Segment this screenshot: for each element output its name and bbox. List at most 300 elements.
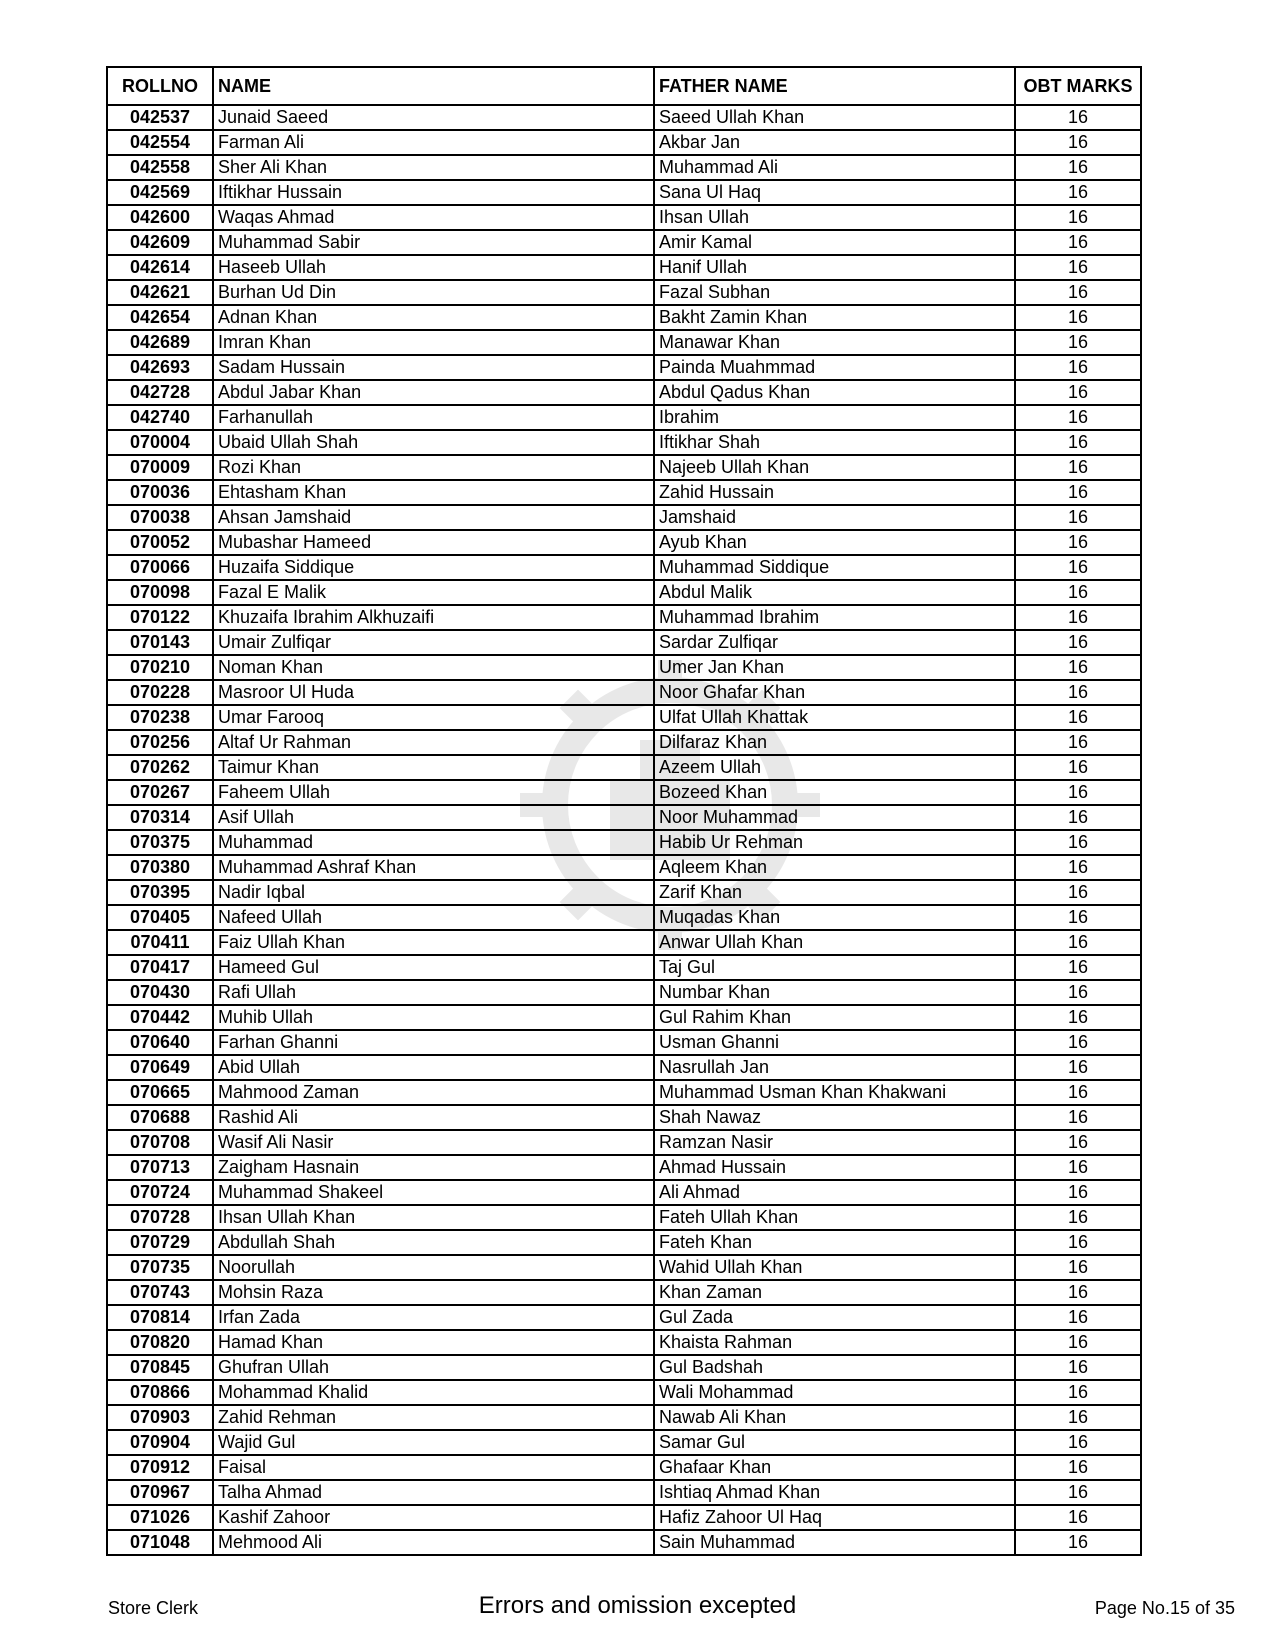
table-row (107, 130, 1141, 155)
footer-store-clerk: Store Clerk (108, 1598, 199, 1618)
cell-rollno: 070743 (107, 1280, 213, 1305)
cell-name: Iftikhar Hussain (213, 180, 654, 205)
cell-name: Faiz Ullah Khan (213, 930, 654, 955)
cell-obt-marks: 16 (1015, 1130, 1141, 1155)
cell-father-name: Khan Zaman (654, 1280, 1015, 1305)
cell-obt-marks: 16 (1015, 230, 1141, 255)
cell-rollno: 042740 (107, 405, 213, 430)
table-row (107, 1255, 1141, 1280)
cell-rollno: 070417 (107, 955, 213, 980)
cell-name: Talha Ahmad (213, 1480, 654, 1505)
table-row (107, 780, 1141, 805)
cell-name: Burhan Ud Din (213, 280, 654, 305)
cell-rollno: 042728 (107, 380, 213, 405)
cell-name: Faisal (213, 1455, 654, 1480)
cell-obt-marks: 16 (1015, 1480, 1141, 1505)
table-row (107, 630, 1141, 655)
cell-father-name: Amir Kamal (654, 230, 1015, 255)
cell-name: Mohsin Raza (213, 1280, 654, 1305)
cell-obt-marks: 16 (1015, 430, 1141, 455)
cell-rollno: 070866 (107, 1380, 213, 1405)
cell-name: Ghufran Ullah (213, 1355, 654, 1380)
cell-father-name: Sain Muhammad (654, 1530, 1015, 1555)
cell-obt-marks: 16 (1015, 980, 1141, 1005)
cell-rollno: 070912 (107, 1455, 213, 1480)
table-row (107, 1230, 1141, 1255)
table-row (107, 255, 1141, 280)
cell-father-name: Umer Jan Khan (654, 655, 1015, 680)
cell-father-name: Iftikhar Shah (654, 430, 1015, 455)
cell-obt-marks: 16 (1015, 680, 1141, 705)
cell-name: Zahid Rehman (213, 1405, 654, 1430)
cell-name: Mubashar Hameed (213, 530, 654, 555)
table-row (107, 1505, 1141, 1530)
table-row (107, 1155, 1141, 1180)
cell-father-name: Akbar Jan (654, 130, 1015, 155)
cell-name: Rozi Khan (213, 455, 654, 480)
cell-father-name: Najeeb Ullah Khan (654, 455, 1015, 480)
cell-name: Wajid Gul (213, 1430, 654, 1455)
cell-father-name: Sardar Zulfiqar (654, 630, 1015, 655)
cell-father-name: Noor Ghafar Khan (654, 680, 1015, 705)
cell-obt-marks: 16 (1015, 180, 1141, 205)
cell-rollno: 070442 (107, 1005, 213, 1030)
cell-father-name: Shah Nawaz (654, 1105, 1015, 1130)
cell-name: Abdullah Shah (213, 1230, 654, 1255)
table-row (107, 1005, 1141, 1030)
cell-obt-marks: 16 (1015, 730, 1141, 755)
cell-father-name: Fateh Ullah Khan (654, 1205, 1015, 1230)
cell-name: Zaigham Hasnain (213, 1155, 654, 1180)
cell-rollno: 071048 (107, 1530, 213, 1555)
cell-name: Rafi Ullah (213, 980, 654, 1005)
cell-name: Nafeed Ullah (213, 905, 654, 930)
cell-father-name: Bozeed Khan (654, 780, 1015, 805)
cell-father-name: Ihsan Ullah (654, 205, 1015, 230)
cell-father-name: Nawab Ali Khan (654, 1405, 1015, 1430)
cell-father-name: Fateh Khan (654, 1230, 1015, 1255)
cell-rollno: 070380 (107, 855, 213, 880)
results-sheet (106, 66, 1140, 1556)
cell-obt-marks: 16 (1015, 505, 1141, 530)
cell-rollno: 070649 (107, 1055, 213, 1080)
cell-rollno: 070228 (107, 680, 213, 705)
table-row (107, 455, 1141, 480)
cell-rollno: 042609 (107, 230, 213, 255)
cell-obt-marks: 16 (1015, 805, 1141, 830)
cell-obt-marks: 16 (1015, 530, 1141, 555)
cell-father-name: Ayub Khan (654, 530, 1015, 555)
cell-rollno: 070262 (107, 755, 213, 780)
table-header-row (107, 67, 1141, 105)
cell-name: Muhammad Shakeel (213, 1180, 654, 1205)
table-row (107, 830, 1141, 855)
cell-obt-marks: 16 (1015, 1405, 1141, 1430)
cell-rollno: 070052 (107, 530, 213, 555)
cell-father-name: Ulfat Ullah Khattak (654, 705, 1015, 730)
cell-rollno: 070143 (107, 630, 213, 655)
cell-rollno: 070845 (107, 1355, 213, 1380)
cell-name: Huzaifa Siddique (213, 555, 654, 580)
cell-rollno: 070036 (107, 480, 213, 505)
cell-obt-marks: 16 (1015, 1530, 1141, 1555)
cell-obt-marks: 16 (1015, 380, 1141, 405)
table-row (107, 605, 1141, 630)
cell-name: Hamad Khan (213, 1330, 654, 1355)
cell-rollno: 042621 (107, 280, 213, 305)
cell-obt-marks: 16 (1015, 705, 1141, 730)
cell-father-name: Habib Ur Rehman (654, 830, 1015, 855)
cell-obt-marks: 16 (1015, 855, 1141, 880)
cell-name: Farhan Ghanni (213, 1030, 654, 1055)
table-row (107, 505, 1141, 530)
cell-rollno: 071026 (107, 1505, 213, 1530)
cell-father-name: Noor Muhammad (654, 805, 1015, 830)
cell-name: Noorullah (213, 1255, 654, 1280)
cell-obt-marks: 16 (1015, 1355, 1141, 1380)
cell-name: Ubaid Ullah Shah (213, 430, 654, 455)
cell-name: Fazal E Malik (213, 580, 654, 605)
table-row (107, 580, 1141, 605)
cell-father-name: Muqadas Khan (654, 905, 1015, 930)
cell-rollno: 070122 (107, 605, 213, 630)
cell-obt-marks: 16 (1015, 1255, 1141, 1280)
cell-rollno: 042554 (107, 130, 213, 155)
cell-rollno: 042654 (107, 305, 213, 330)
cell-rollno: 070665 (107, 1080, 213, 1105)
table-row (107, 1405, 1141, 1430)
cell-father-name: Numbar Khan (654, 980, 1015, 1005)
cell-name: Wasif Ali Nasir (213, 1130, 654, 1155)
table-row (107, 705, 1141, 730)
cell-father-name: Abdul Qadus Khan (654, 380, 1015, 405)
cell-name: Imran Khan (213, 330, 654, 355)
cell-obt-marks: 16 (1015, 255, 1141, 280)
cell-rollno: 042614 (107, 255, 213, 280)
cell-obt-marks: 16 (1015, 205, 1141, 230)
cell-obt-marks: 16 (1015, 1155, 1141, 1180)
table-row (107, 1280, 1141, 1305)
cell-name: Farman Ali (213, 130, 654, 155)
cell-rollno: 070267 (107, 780, 213, 805)
cell-father-name: Aqleem Khan (654, 855, 1015, 880)
table-row (107, 1530, 1141, 1555)
table-row (107, 530, 1141, 555)
cell-obt-marks: 16 (1015, 1180, 1141, 1205)
cell-father-name: Khaista Rahman (654, 1330, 1015, 1355)
table-body (107, 105, 1141, 1555)
cell-obt-marks: 16 (1015, 1105, 1141, 1130)
cell-name: Muhammad Ashraf Khan (213, 855, 654, 880)
cell-father-name: Taj Gul (654, 955, 1015, 980)
cell-obt-marks: 16 (1015, 1205, 1141, 1230)
cell-name: Hameed Gul (213, 955, 654, 980)
cell-obt-marks: 16 (1015, 1455, 1141, 1480)
cell-obt-marks: 16 (1015, 1280, 1141, 1305)
cell-father-name: Ramzan Nasir (654, 1130, 1015, 1155)
cell-obt-marks: 16 (1015, 655, 1141, 680)
cell-obt-marks: 16 (1015, 480, 1141, 505)
table-row (107, 180, 1141, 205)
cell-rollno: 070708 (107, 1130, 213, 1155)
cell-father-name: Gul Zada (654, 1305, 1015, 1330)
cell-father-name: Fazal Subhan (654, 280, 1015, 305)
cell-father-name: Anwar Ullah Khan (654, 930, 1015, 955)
table-row (107, 980, 1141, 1005)
cell-name: Mehmood Ali (213, 1530, 654, 1555)
cell-name: Haseeb Ullah (213, 255, 654, 280)
cell-father-name: Ishtiaq Ahmad Khan (654, 1480, 1015, 1505)
cell-name: Ehtasham Khan (213, 480, 654, 505)
cell-rollno: 070728 (107, 1205, 213, 1230)
cell-rollno: 070411 (107, 930, 213, 955)
cell-name: Ihsan Ullah Khan (213, 1205, 654, 1230)
cell-father-name: Bakht Zamin Khan (654, 305, 1015, 330)
cell-father-name: Muhammad Ali (654, 155, 1015, 180)
table-row (107, 330, 1141, 355)
cell-name: Sher Ali Khan (213, 155, 654, 180)
cell-name: Junaid Saeed (213, 105, 654, 130)
cell-obt-marks: 16 (1015, 1305, 1141, 1330)
table-row (107, 930, 1141, 955)
cell-name: Irfan Zada (213, 1305, 654, 1330)
cell-rollno: 070820 (107, 1330, 213, 1355)
table-row (107, 1355, 1141, 1380)
cell-rollno: 070735 (107, 1255, 213, 1280)
cell-rollno: 070098 (107, 580, 213, 605)
cell-rollno: 070729 (107, 1230, 213, 1255)
cell-obt-marks: 16 (1015, 780, 1141, 805)
cell-father-name: Muhammad Ibrahim (654, 605, 1015, 630)
cell-obt-marks: 16 (1015, 1030, 1141, 1055)
table-row (107, 1030, 1141, 1055)
cell-name: Adnan Khan (213, 305, 654, 330)
cell-name: Noman Khan (213, 655, 654, 680)
cell-rollno: 070375 (107, 830, 213, 855)
cell-obt-marks: 16 (1015, 1005, 1141, 1030)
cell-rollno: 070814 (107, 1305, 213, 1330)
cell-rollno: 070395 (107, 880, 213, 905)
table-row (107, 805, 1141, 830)
cell-father-name: Zarif Khan (654, 880, 1015, 905)
cell-obt-marks: 16 (1015, 330, 1141, 355)
cell-rollno: 042600 (107, 205, 213, 230)
cell-father-name: Hafiz Zahoor Ul Haq (654, 1505, 1015, 1530)
table-row (107, 155, 1141, 180)
results-table (106, 66, 1142, 1556)
cell-father-name: Usman Ghanni (654, 1030, 1015, 1055)
table-row (107, 1305, 1141, 1330)
cell-name: Muhammad Sabir (213, 230, 654, 255)
cell-name: Umar Farooq (213, 705, 654, 730)
cell-father-name: Nasrullah Jan (654, 1055, 1015, 1080)
cell-obt-marks: 16 (1015, 130, 1141, 155)
cell-rollno: 070009 (107, 455, 213, 480)
cell-name: Muhib Ullah (213, 1005, 654, 1030)
table-row (107, 655, 1141, 680)
cell-obt-marks: 16 (1015, 305, 1141, 330)
cell-father-name: Ibrahim (654, 405, 1015, 430)
table-row (107, 1205, 1141, 1230)
table-row (107, 1480, 1141, 1505)
cell-father-name: Wali Mohammad (654, 1380, 1015, 1405)
cell-obt-marks: 16 (1015, 905, 1141, 930)
cell-name: Asif Ullah (213, 805, 654, 830)
cell-rollno: 070405 (107, 905, 213, 930)
cell-father-name: Manawar Khan (654, 330, 1015, 355)
cell-obt-marks: 16 (1015, 1080, 1141, 1105)
cell-rollno: 070210 (107, 655, 213, 680)
header-rollno: ROLLNO (107, 67, 213, 105)
cell-obt-marks: 16 (1015, 830, 1141, 855)
page-footer (0, 1592, 1275, 1626)
cell-father-name: Ghafaar Khan (654, 1455, 1015, 1480)
cell-father-name: Saeed Ullah Khan (654, 105, 1015, 130)
table-row (107, 905, 1141, 930)
cell-rollno: 070904 (107, 1430, 213, 1455)
cell-father-name: Sana Ul Haq (654, 180, 1015, 205)
footer-disclaimer: Errors and omission excepted (478, 1592, 797, 1619)
cell-rollno: 070238 (107, 705, 213, 730)
header-obt-marks: OBT MARKS (1015, 67, 1141, 105)
cell-name: Waqas Ahmad (213, 205, 654, 230)
table-row (107, 1130, 1141, 1155)
table-row (107, 230, 1141, 255)
cell-rollno: 070430 (107, 980, 213, 1005)
cell-obt-marks: 16 (1015, 405, 1141, 430)
cell-obt-marks: 16 (1015, 880, 1141, 905)
cell-father-name: Jamshaid (654, 505, 1015, 530)
table-row (107, 955, 1141, 980)
cell-rollno: 042558 (107, 155, 213, 180)
cell-name: Abid Ullah (213, 1055, 654, 1080)
table-row (107, 1105, 1141, 1130)
cell-obt-marks: 16 (1015, 1430, 1141, 1455)
cell-obt-marks: 16 (1015, 355, 1141, 380)
table-row (107, 405, 1141, 430)
cell-name: Rashid Ali (213, 1105, 654, 1130)
cell-obt-marks: 16 (1015, 155, 1141, 180)
table-row (107, 855, 1141, 880)
cell-rollno: 070038 (107, 505, 213, 530)
cell-name: Abdul Jabar Khan (213, 380, 654, 405)
cell-obt-marks: 16 (1015, 1055, 1141, 1080)
cell-rollno: 042693 (107, 355, 213, 380)
cell-name: Altaf Ur Rahman (213, 730, 654, 755)
header-father-name: FATHER NAME (654, 67, 1015, 105)
table-row (107, 205, 1141, 230)
cell-rollno: 070004 (107, 430, 213, 455)
cell-obt-marks: 16 (1015, 455, 1141, 480)
cell-father-name: Wahid Ullah Khan (654, 1255, 1015, 1280)
table-row (107, 305, 1141, 330)
cell-name: Sadam Hussain (213, 355, 654, 380)
table-row (107, 880, 1141, 905)
table-row (107, 1330, 1141, 1355)
table-row (107, 1380, 1141, 1405)
table-row (107, 1055, 1141, 1080)
table-row (107, 555, 1141, 580)
cell-rollno: 042689 (107, 330, 213, 355)
footer-page-number: Page No.15 of 35 (1094, 1598, 1235, 1618)
table-row (107, 680, 1141, 705)
cell-rollno: 070903 (107, 1405, 213, 1430)
cell-obt-marks: 16 (1015, 930, 1141, 955)
cell-father-name: Hanif Ullah (654, 255, 1015, 280)
cell-father-name: Gul Badshah (654, 1355, 1015, 1380)
cell-obt-marks: 16 (1015, 555, 1141, 580)
cell-name: Farhanullah (213, 405, 654, 430)
cell-father-name: Azeem Ullah (654, 755, 1015, 780)
cell-father-name: Gul Rahim Khan (654, 1005, 1015, 1030)
cell-obt-marks: 16 (1015, 630, 1141, 655)
cell-name: Masroor Ul Huda (213, 680, 654, 705)
cell-obt-marks: 16 (1015, 605, 1141, 630)
cell-father-name: Muhammad Usman Khan Khakwani (654, 1080, 1015, 1105)
cell-rollno: 042537 (107, 105, 213, 130)
cell-father-name: Abdul Malik (654, 580, 1015, 605)
cell-father-name: Samar Gul (654, 1430, 1015, 1455)
cell-father-name: Ahmad Hussain (654, 1155, 1015, 1180)
cell-obt-marks: 16 (1015, 755, 1141, 780)
cell-obt-marks: 16 (1015, 105, 1141, 130)
header-name: NAME (213, 67, 654, 105)
table-row (107, 280, 1141, 305)
cell-obt-marks: 16 (1015, 580, 1141, 605)
cell-father-name: Dilfaraz Khan (654, 730, 1015, 755)
cell-name: Muhammad (213, 830, 654, 855)
cell-name: Nadir Iqbal (213, 880, 654, 905)
cell-obt-marks: 16 (1015, 1230, 1141, 1255)
table-row (107, 1455, 1141, 1480)
cell-obt-marks: 16 (1015, 955, 1141, 980)
cell-rollno: 070688 (107, 1105, 213, 1130)
table-row (107, 1080, 1141, 1105)
cell-obt-marks: 16 (1015, 1505, 1141, 1530)
table-row (107, 1430, 1141, 1455)
cell-father-name: Painda Muahmmad (654, 355, 1015, 380)
cell-name: Taimur Khan (213, 755, 654, 780)
cell-father-name: Ali Ahmad (654, 1180, 1015, 1205)
cell-name: Mahmood Zaman (213, 1080, 654, 1105)
table-row (107, 430, 1141, 455)
cell-father-name: Muhammad Siddique (654, 555, 1015, 580)
cell-name: Kashif Zahoor (213, 1505, 654, 1530)
cell-rollno: 070713 (107, 1155, 213, 1180)
cell-rollno: 070640 (107, 1030, 213, 1055)
cell-rollno: 070256 (107, 730, 213, 755)
cell-name: Ahsan Jamshaid (213, 505, 654, 530)
cell-rollno: 070967 (107, 1480, 213, 1505)
cell-rollno: 042569 (107, 180, 213, 205)
table-row (107, 105, 1141, 130)
table-row (107, 480, 1141, 505)
cell-obt-marks: 16 (1015, 280, 1141, 305)
table-row (107, 755, 1141, 780)
table-row (107, 1180, 1141, 1205)
cell-name: Umair Zulfiqar (213, 630, 654, 655)
cell-rollno: 070066 (107, 555, 213, 580)
table-row (107, 355, 1141, 380)
cell-name: Mohammad Khalid (213, 1380, 654, 1405)
cell-obt-marks: 16 (1015, 1380, 1141, 1405)
cell-rollno: 070724 (107, 1180, 213, 1205)
cell-name: Faheem Ullah (213, 780, 654, 805)
cell-rollno: 070314 (107, 805, 213, 830)
table-row (107, 730, 1141, 755)
table-row (107, 380, 1141, 405)
cell-father-name: Zahid Hussain (654, 480, 1015, 505)
